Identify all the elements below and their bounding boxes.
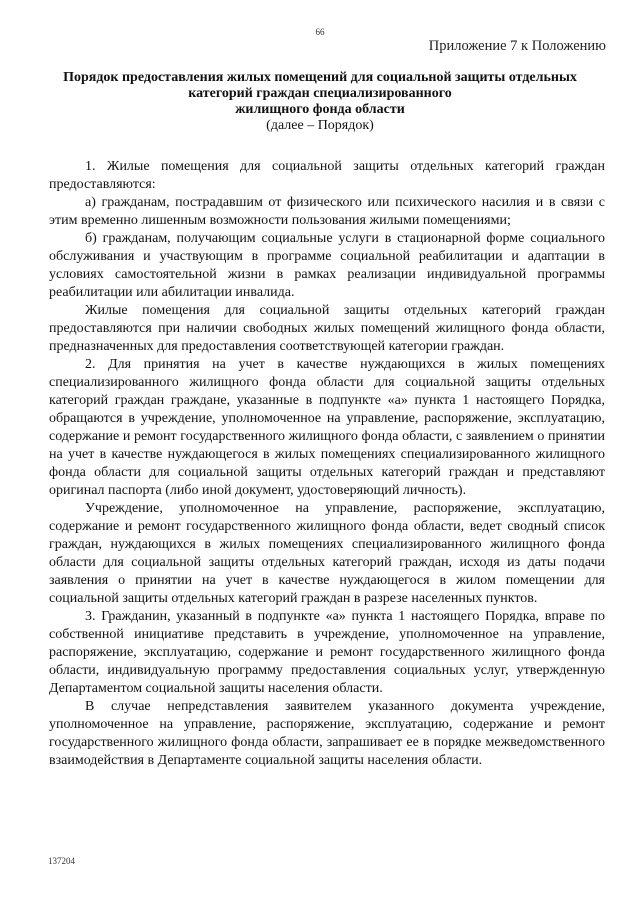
paragraph-1b: б) гражданам, получающим социальные услуги в стационарной форме социального обслуживания и участвующим в программе социальной реабилитации и адаптации в условиях самостоятельной жизни в рамках реализации индивидуальной программы реабилитации или абилитации инвалида. <box>49 231 605 300</box>
paragraph-1: 1. Жилые помещения для социальной защиты отдельных категорий граждан предоставляются: <box>49 159 605 192</box>
title-line-2: категорий граждан специализированного <box>188 86 452 101</box>
title-line-3: жилищного фонда области <box>235 102 405 117</box>
paragraph-2: 2. Для принятия на учет в качестве нуждающихся в жилых помещениях специализированного жилищного фонда области для социальной защиты отдельных категорий граждан граждане, указанные в подпункте «а» пункта 1 настоящего Порядка, обращаются в учреждение, уполномоченное на управление, распоряжение, эксплуатацию, содержание и ремонт государственного жилищного фонда области, с заявлением о принятии на учет в качестве нуждающегося в жилых помещениях специализированного жилищного фонда области для социальной защиты отдельных категорий граждан и представляют оригинал паспорта (либо иной документ, удостоверяющий личность). <box>49 357 605 498</box>
paragraph-2-note: Учреждение, уполномоченное на управление, распоряжение, эксплуатацию, содержание и ремонт государственного жилищного фонда области, ведет сводный список граждан, нуждающихся в жилых помещениях специализированного жилищного фонда области для социальной защиты отдельных категорий граждан, исходя из даты подачи заявления о принятии на учет в качестве нуждающегося в жилом помещении для социальной защиты отдельных категорий граждан в разрезе населенных пунктов. <box>49 501 605 606</box>
paragraph-3: 3. Гражданин, указанный в подпункте «а» пункта 1 настоящего Порядка, вправе по собственной инициативе представить в учреждение, уполномоченное на управление, распоряжение, эксплуатацию, содержание и ремонт государственного жилищного фонда области, индивидуальную программу предоставления социальных услуг, утвержденную Департаментом социальной защиты населения области. <box>49 609 605 696</box>
paragraph-3-note: В случае непредставления заявителем указанного документа учреждение, уполномоченное на управление, распоряжение, эксплуатацию, содержание и ремонт государственного жилищного фонда области, запрашивает ее в порядке межведомственного взаимодействия в Департаменте социальной защиты населения области. <box>49 699 605 768</box>
title-line-1: Порядок предоставления жилых помещений для социальной защиты отдельных <box>63 70 577 85</box>
appendix-label: Приложение 7 к Положению <box>428 38 606 54</box>
document-title <box>0 70 640 134</box>
document-body <box>49 158 605 770</box>
document-code: 137204 <box>48 856 75 866</box>
paragraph-1a: а) гражданам, пострадавшим от физического или психического насилия и в связи с этим временно лишенным возможности пользования жилыми помещениями; <box>49 195 605 228</box>
page-number: 66 <box>315 27 325 37</box>
title-subtitle: (далее – Порядок) <box>266 118 374 133</box>
paragraph-1-note: Жилые помещения для социальной защиты отдельных категорий граждан предоставляются при наличии свободных жилых помещений жилищного фонда области, предназначенных для предоставления соответствующей категории граждан. <box>49 303 605 354</box>
